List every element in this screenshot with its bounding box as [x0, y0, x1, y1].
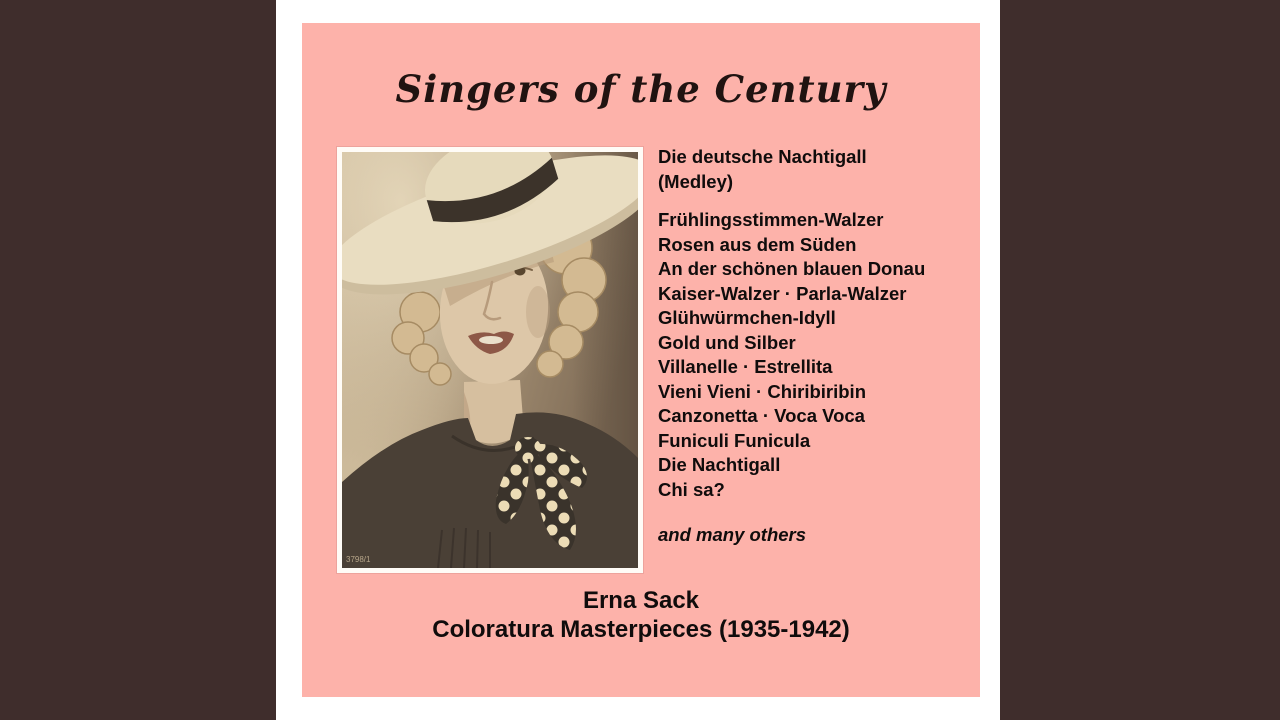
track-line: Frühlingsstimmen-Walzer: [658, 209, 884, 230]
track-line: Vieni Vieni · Chiribiribin: [658, 380, 866, 402]
series-title: Singers of the Century: [395, 67, 887, 111]
track-line: Kaiser-Walzer · Parla-Walzer: [658, 282, 907, 304]
portrait-photo-frame: [337, 147, 643, 573]
photo-label: 3798/1: [346, 555, 371, 564]
tracklist-group-a: [658, 145, 973, 194]
track-line: Villanelle · Estrellita: [658, 356, 833, 377]
artist-name: Erna Sack: [582, 587, 700, 614]
track-line: Gold und Silber: [658, 331, 796, 353]
album-cover: [302, 23, 980, 697]
track-line: An der schönen blauen Donau: [658, 258, 926, 279]
track-line: Funiculi Funicula: [658, 429, 811, 451]
portrait-photo: [342, 152, 638, 568]
track-line: Die deutsche Nachtigall: [658, 146, 867, 167]
tracklist-footnote: and many others: [658, 524, 807, 545]
track-line: Canzonetta · Voca Voca: [658, 405, 865, 426]
credits: [302, 586, 980, 644]
album-title: Coloratura Masterpieces (1935-1942): [432, 616, 850, 643]
track-line: Chi sa?: [658, 478, 725, 500]
track-line: (Medley): [658, 170, 734, 192]
tracklist-group-b: [658, 208, 973, 502]
letterbox-right: [1000, 0, 1280, 720]
track-line: Die Nachtigall: [658, 454, 781, 475]
letterbox-left: [0, 0, 276, 720]
track-line: Rosen aus dem Süden: [658, 233, 857, 255]
track-line: Glühwürmchen-Idyll: [658, 307, 836, 328]
tracklist: [658, 145, 973, 548]
